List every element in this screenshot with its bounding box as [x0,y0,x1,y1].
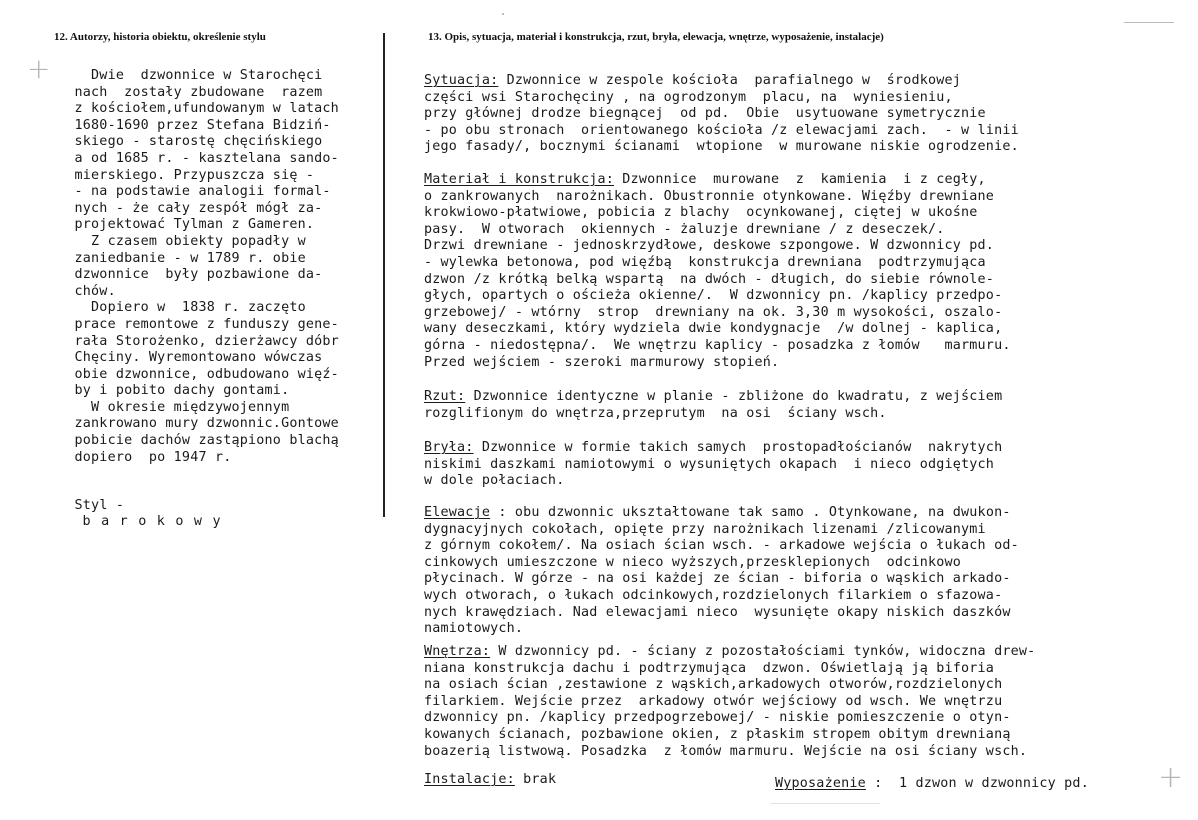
sytuacja-line [424,73,1019,90]
history-line: chów. [58,283,116,299]
section-elewacje [424,505,1019,638]
history-line: projektować Tylman z Gameren. [58,217,315,233]
elewacje-line [424,505,1019,522]
rzut-line: rozglifionym do wnętrza,przeprutym na osi ściany wsch. [424,405,887,421]
section-wnetrza [424,644,1035,760]
section-sytuacja [424,73,1019,156]
sytuacja-text: Dzwonnice w zespole kościoła parafialnego w środkowej [498,73,962,88]
section-wyposazenie [775,776,1089,793]
history-text [58,68,339,466]
history-line: prace remontowe z funduszy gene- [58,316,339,332]
history-line: nach zostały zbudowane razem [58,84,323,100]
sytuacja-heading: Sytuacja: [424,73,499,88]
elewacje-line: wych otworach, o łukach odcinkowych,rozdzielonych filarkiem o sfazowa- [424,587,1003,603]
material-line: wany deseczkami, który wydziela dwie kondygnacje /w dolnej - kaplica, [424,321,1003,337]
sytuacja-line: przy głównej drodze biegnącej od pd. Obie usytuowane symetrycznie [424,106,986,122]
history-line: - na podstawie analogii formal- [58,184,331,200]
material-line: Przed wejściem - szeroki marmurowy stopień. [424,354,780,370]
history-line: a od 1685 r. - kasztelana sando- [58,150,339,166]
material-line: Drzwi drewniane - jednoskrzydłowe, deskowe szpongowe. W dzwonnicy pd. [424,238,995,254]
history-line: nych - że cały zespół mógł za- [58,200,323,216]
material-line: dzwon /z krótką belką wspartą na dwóch - długich, do siebie równole- [424,271,995,287]
wnetrza-line: boazerią listwową. Posadzka z łomów marmuru. Wejście na osi ściany wsch. [424,743,1028,759]
rzut-line [424,389,1002,406]
wnetrza-text: W dzwonnicy pd. - ściany z pozostałościami tynków, widoczna drew- [490,644,1036,659]
bryla-heading: Bryła: [424,440,474,455]
material-line: pasy. W otworach okiennych - żaluzje drewniane / z deseczek/. [424,221,945,237]
sytuacja-line: części wsi Starochęciny , na ogrodzonym placu, na wyniesieniu, [424,89,953,105]
section-13-header: 13. Opis, sytuacja, materiał i konstrukcja, rzut, bryła, elewacja, wnętrze, wyposażenie, instalacje) [428,31,884,43]
section-bryla [424,440,1002,490]
elewacje-line: namiotowych. [424,621,524,637]
registration-cross-mark: + [27,52,51,85]
wnetrza-line: niana konstrukcja dachu i podtrzymująca dzwon. Oświetlają ją biforia [424,660,995,676]
material-line: głych, opartych o ościeża okienne/. W dzwonnicy pn. /kaplicy przedpo- [424,288,1003,304]
material-text: Dzwonnice murowane z kamienia i z cegły, [614,172,986,187]
history-line: pobicie dachów zastąpiono blachą [58,433,339,449]
history-line: Chęciny. Wyremontowano wówczas [58,350,323,366]
elewacje-line: cinkowych umieszczone w nieco wyższych,przesklepionych odcinkowo [424,554,962,570]
elewacje-line: płycinach. W górze - na osi każdej ze ścian - biforia o wąskich arkado- [424,571,1011,587]
history-line: rała Storożenko, dzierżawcy dóbr [58,333,339,349]
style-label: Styl - [74,497,125,513]
elewacje-text: : obu dzwonnic ukształtowane tak samo . Otynkowane, na dwukon- [490,505,1011,520]
wyposazenie-heading: Wyposażenie [775,776,866,791]
wnetrza-line: filarkiem. Wejście przez arkadowy otwór wejściowy od wsch. We wnętrzu [424,693,1003,709]
material-line: krokwiowo-płatwiowe, pobicia z blachy ocynkowanej, ciętej w ukośne [424,205,978,221]
history-line: W okresie międzywojennym [58,399,290,415]
wnetrza-line [424,644,1035,661]
history-line: zankrowano mury dzwonnic.Gontowe [58,416,339,432]
margin-rule [1124,22,1174,23]
history-line: dopiero po 1947 r. [58,449,232,465]
sytuacja-line: jego fasady/, bocznymi ścianami wtopione w murowane niskie ogrodzenie. [424,139,1019,155]
history-line: 1680-1690 przez Stefana Bidziń- [58,117,331,133]
history-line: zaniedbanie - w 1789 r. obie [58,250,306,266]
elewacje-line: nych krawędziach. Nad elewacjami nieco wysunięte okapy niskich daszków [424,604,1011,620]
history-line: by i pobito dachy gontami. [58,383,290,399]
wnetrza-line: kowanych ścianach, pozbawione okien, z płaskim stropem obitym drewnianą [424,726,1011,742]
section-material [424,172,1011,371]
column-divider [383,33,385,517]
style-line [58,481,231,531]
elewacje-heading: Elewacje [424,505,491,520]
instalacje-value: brak [514,772,557,787]
bryla-text: Dzwonnice w formie takich samych prostopadłościanów nakrytych [473,440,1003,455]
section-12-header: 12. Autorzy, historia obiektu, określenie stylu [54,31,266,43]
history-line: dzwonnice były pozbawione da- [58,267,323,283]
material-line: o zankrowanych narożnikach. Obustronnie otynkowane. Więźby drewniane [424,188,995,204]
history-line: skiego - starostę chęcińskiego [58,134,323,150]
rzut-heading: Rzut: [424,389,466,404]
material-line [424,172,1011,189]
history-line: mierskiego. Przypuszcza się - [58,167,315,183]
registration-cross-mark: + [1158,760,1184,795]
faint-bleed-through [770,803,880,804]
rzut-text: Dzwonnice identyczne w planie - zbliżone do kwadratu, z wejściem [465,389,1003,404]
bryla-line: w dole połaciach. [424,473,565,489]
sytuacja-line: - po obu stronach orientowanego kościoła /z elewacjami zach. - w linii [424,122,1019,138]
elewacje-line: z górnym cokołem/. Na osiach ścian wsch. - arkadowe wejścia o łukach od- [424,538,1019,554]
speck [502,13,504,15]
history-line: obie dzwonnice, odbudowano więź- [58,366,339,382]
history-line: Dwie dzwonnice w Starochęci [58,68,323,83]
instalacje-heading: Instalacje: [424,772,515,787]
material-line: grzebowej/ - wtórny strop drewniany na ok. 3,30 m wysokości, oszalo- [424,304,1003,320]
bryla-line: niskimi daszkami namiotowymi o wysuniętych okapach i nieco odgiętych [424,456,995,472]
wnetrza-line: na osiach ścian ,zestawione z wąskich,arkadowych otworów,rozdzielonych [424,677,1003,693]
history-line: Z czasem obiekty popadły w [58,233,306,249]
elewacje-line: dygnacyjnych cokołach, opięte przy narożnikach lizenami /zlicowanymi [424,521,986,537]
style-value: barokowy [82,514,232,530]
material-heading: Materiał i konstrukcja: [424,172,615,187]
bryla-line [424,440,1002,457]
wnetrza-line: dzwonnicy pn. /kaplicy przedpogrzebowej/ - niskie pomieszczenie o otyn- [424,710,1011,726]
section-instalacje [424,772,556,789]
material-line: górna - niedostępna/. We wnętrzu kaplicy - posadzka z łomów marmuru. [424,337,1011,353]
material-line: - wylewka betonowa, pod więźbą konstrukcja drewniana podtrzymująca [424,254,986,270]
history-line: z kościołem,ufundowanym w latach [58,101,339,117]
section-rzut [424,389,1002,422]
wyposazenie-value: : 1 dzwon w dzwonnicy pd. [865,776,1089,791]
wnetrza-heading: Wnętrza: [424,644,491,659]
history-line: Dopiero w 1838 r. zaczęto [58,300,306,316]
